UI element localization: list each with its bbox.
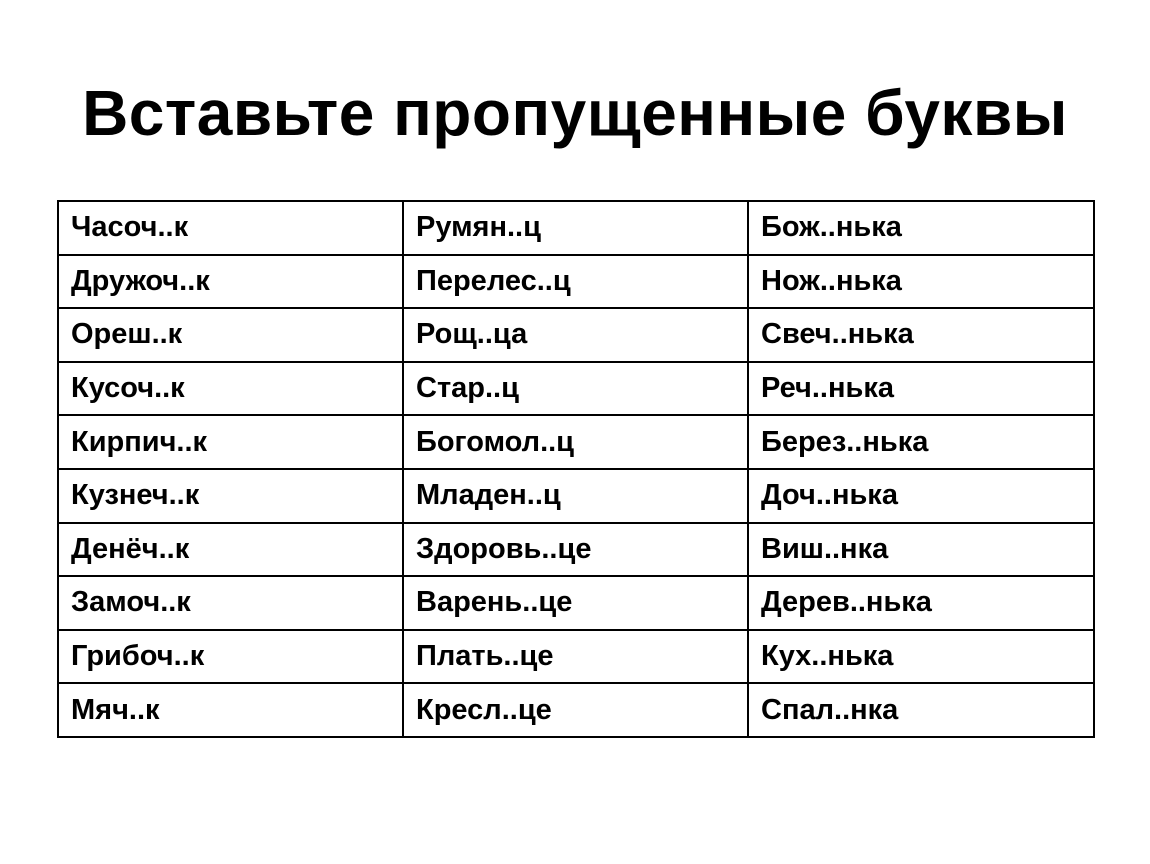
- table-cell: Кух..нька: [748, 630, 1094, 684]
- table-cell: Виш..нка: [748, 523, 1094, 577]
- table-cell: Богомол..ц: [403, 415, 748, 469]
- table-cell: Здоровь..це: [403, 523, 748, 577]
- table-row: [58, 201, 1094, 255]
- page-title: Вставьте пропущенные буквы: [82, 77, 1068, 149]
- table-cell: Румян..ц: [403, 201, 748, 255]
- table-cell: Реч..нька: [748, 362, 1094, 416]
- table-cell: Стар..ц: [403, 362, 748, 416]
- table-cell: Доч..нька: [748, 469, 1094, 523]
- word-table: [57, 200, 1095, 738]
- table-cell: Нож..нька: [748, 255, 1094, 309]
- table-cell: Дерев..нька: [748, 576, 1094, 630]
- table-cell: Спал..нка: [748, 683, 1094, 737]
- table-row: [58, 362, 1094, 416]
- table-row: [58, 415, 1094, 469]
- table-cell: Мяч..к: [58, 683, 403, 737]
- table-cell: Бож..нька: [748, 201, 1094, 255]
- table-cell: Кусоч..к: [58, 362, 403, 416]
- table-cell: Берез..нька: [748, 415, 1094, 469]
- table-cell: Кузнеч..к: [58, 469, 403, 523]
- table-cell: Кирпич..к: [58, 415, 403, 469]
- table-cell: Замоч..к: [58, 576, 403, 630]
- table-row: [58, 255, 1094, 309]
- table-cell: Перелес..ц: [403, 255, 748, 309]
- table-cell: Свеч..нька: [748, 308, 1094, 362]
- table-cell: Варень..це: [403, 576, 748, 630]
- table-row: [58, 523, 1094, 577]
- word-table-body: [58, 201, 1094, 737]
- table-row: [58, 469, 1094, 523]
- table-cell: Дружоч..к: [58, 255, 403, 309]
- table-cell: Плать..це: [403, 630, 748, 684]
- table-cell: Грибоч..к: [58, 630, 403, 684]
- table-cell: Часоч..к: [58, 201, 403, 255]
- table-cell: Ореш..к: [58, 308, 403, 362]
- table-cell: Рощ..ца: [403, 308, 748, 362]
- table-row: [58, 683, 1094, 737]
- table-cell: Кресл..це: [403, 683, 748, 737]
- table-row: [58, 576, 1094, 630]
- table-row: [58, 630, 1094, 684]
- table-cell: Младен..ц: [403, 469, 748, 523]
- table-row: [58, 308, 1094, 362]
- table-cell: Денёч..к: [58, 523, 403, 577]
